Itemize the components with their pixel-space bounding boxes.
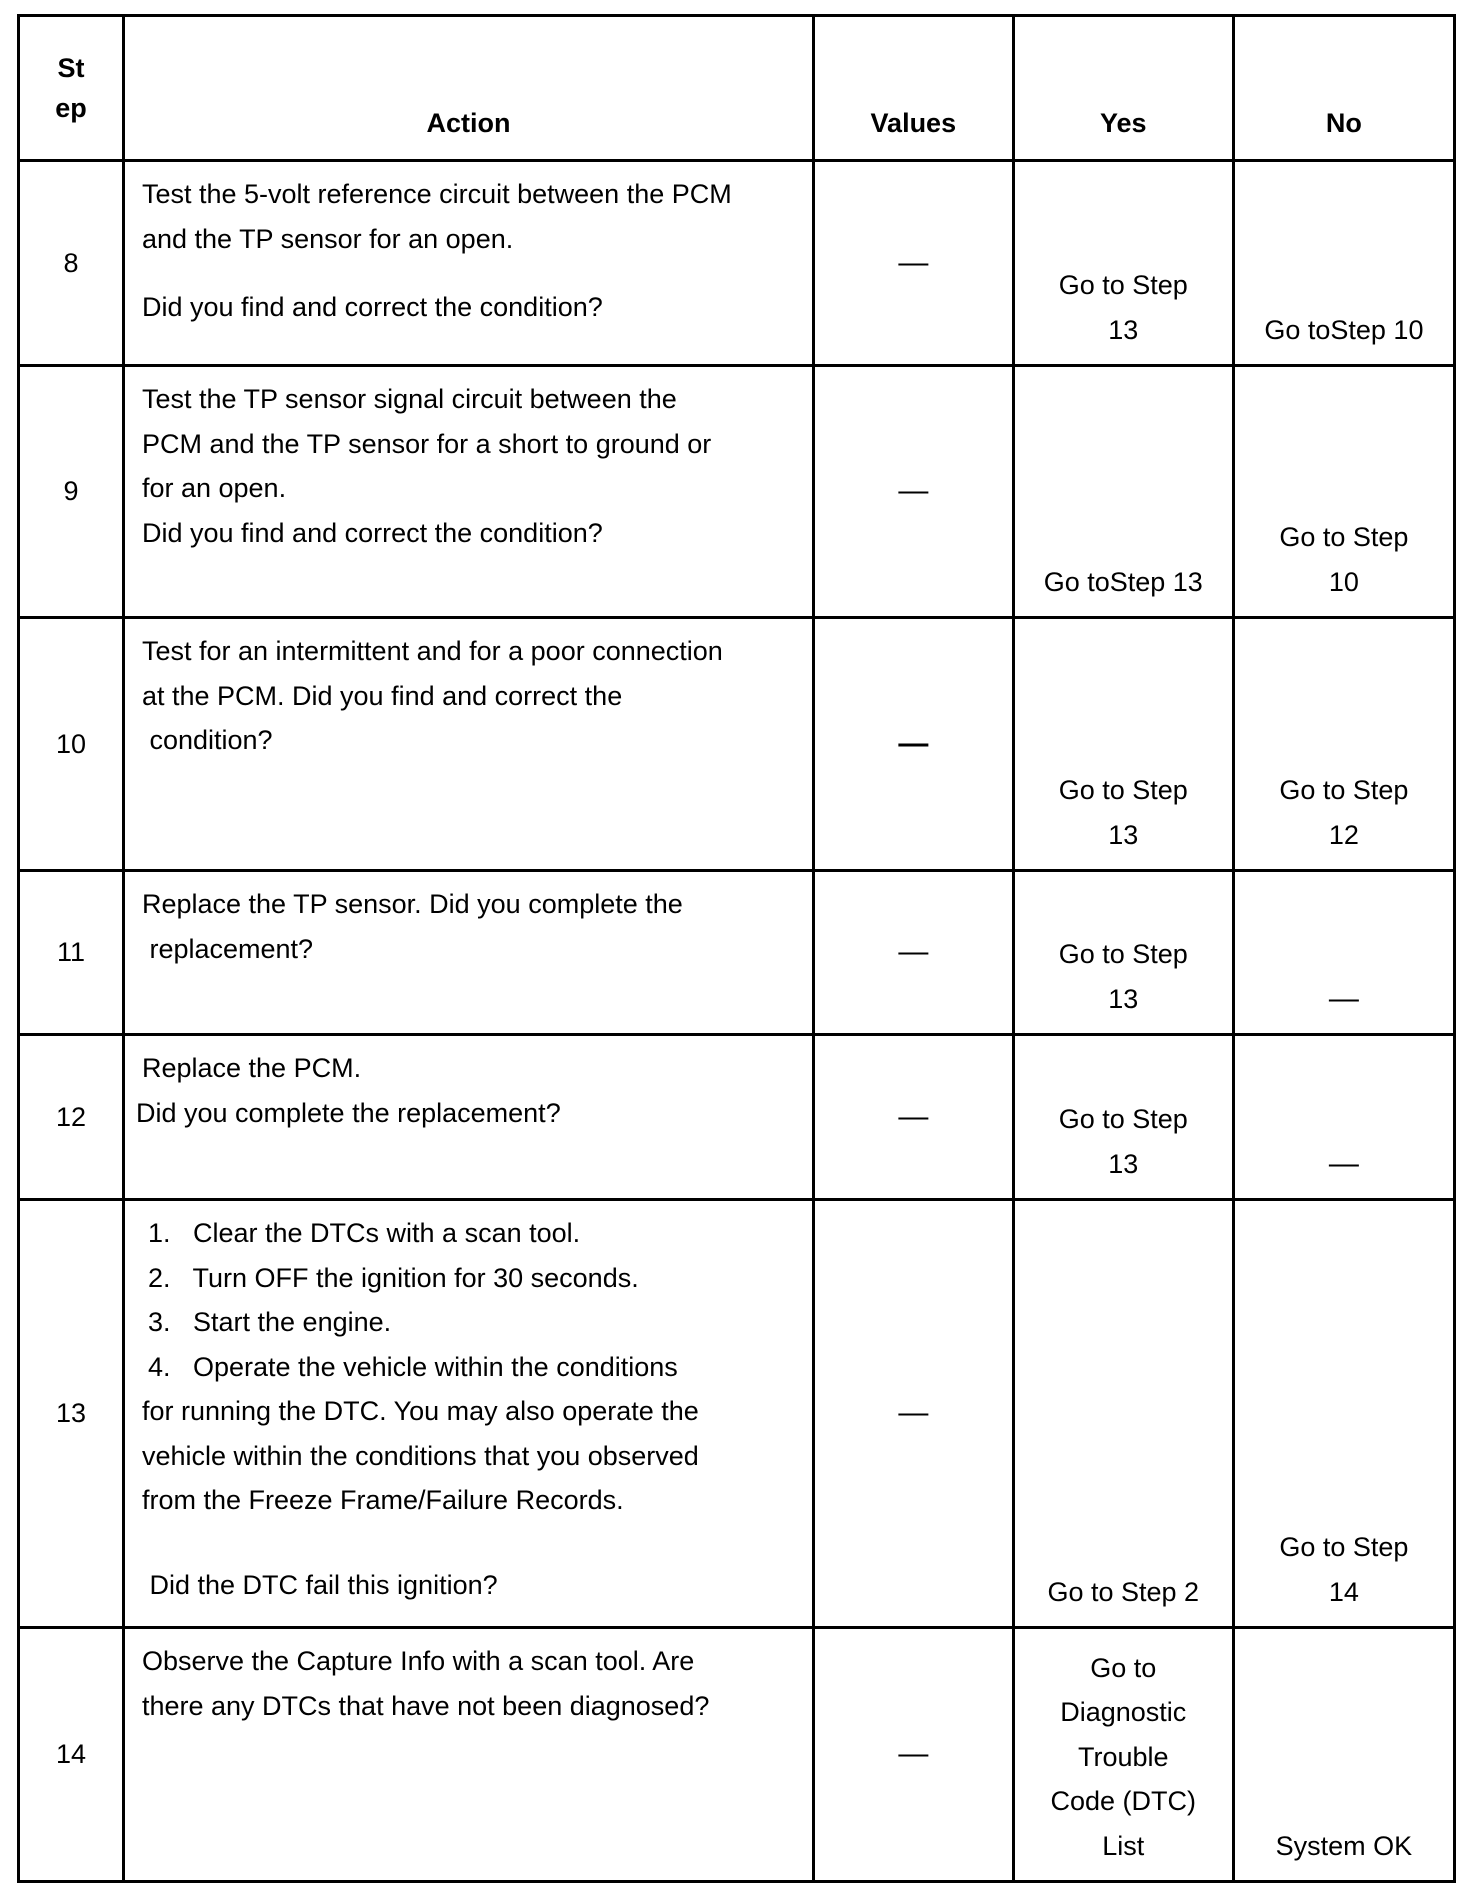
list-item: 3. Start the engine. xyxy=(147,1307,392,1337)
action-cell: Test the TP sensor signal circuit between the PCM and the TP sensor for a short to ground or for an open. Did you find and correct the condition? xyxy=(123,366,813,618)
table-row xyxy=(19,161,1455,366)
list-item: 1. Clear the DTCs with a scan tool. xyxy=(147,1218,581,1248)
action-cell: Test for an intermittent and for a poor connection at the PCM. Did you find and correct the condition? xyxy=(123,618,813,871)
no-cell: System OK xyxy=(1233,1628,1454,1882)
table-row xyxy=(19,366,1455,618)
values-cell: — xyxy=(813,366,1013,618)
yes-cell: Go toStep 13 xyxy=(1013,366,1233,618)
yes-cell: Go to Step 13 xyxy=(1013,618,1233,871)
action-cell: Test the 5-volt reference circuit between the PCM and the TP sensor for an open. Did you find and correct the condition? xyxy=(123,161,813,366)
yes-cell: Go to Step 13 xyxy=(1013,871,1233,1035)
table-row xyxy=(19,1200,1455,1628)
step-number: 14 xyxy=(19,1628,124,1882)
no-cell: — xyxy=(1233,1035,1454,1200)
table-row xyxy=(19,1628,1455,1882)
table-row xyxy=(19,618,1455,871)
no-header: No xyxy=(1233,16,1454,161)
table-row xyxy=(19,1035,1455,1200)
diagnostic-table xyxy=(17,14,1456,1883)
list-item: 4. Operate the vehicle within the conditions xyxy=(147,1351,678,1382)
step-header: St ep xyxy=(19,16,124,161)
yes-header: Yes xyxy=(1013,16,1233,161)
table-row xyxy=(19,871,1455,1035)
yes-cell: Go to Step 13 xyxy=(1013,161,1233,366)
no-cell: Go to Step 10 xyxy=(1233,366,1454,618)
yes-cell: Go to Step 2 xyxy=(1013,1200,1233,1628)
values-cell: — xyxy=(813,1628,1013,1882)
step-number: 9 xyxy=(19,366,124,618)
values-cell: — xyxy=(813,618,1013,871)
values-header: Values xyxy=(813,16,1013,161)
step-number: 10 xyxy=(19,618,124,871)
step-number: 13 xyxy=(19,1200,124,1628)
action-cell: 1. Clear the DTCs with a scan tool. 2. Turn OFF the ignition for 30 seconds. 3. Start the engine. 4. Operate the vehicle within the conditions for running the DTC. You may also operate the vehicle within the conditions that you observed from the Freeze Frame/Failure Records. Did the DTC fail this ignition? xyxy=(123,1200,813,1628)
step-number: 12 xyxy=(19,1035,124,1200)
no-cell: Go toStep 10 xyxy=(1233,161,1454,366)
step-number: 11 xyxy=(19,871,124,1035)
values-cell: — xyxy=(813,161,1013,366)
list-item: 2. Turn OFF the ignition for 30 seconds. xyxy=(147,1262,639,1293)
step-number: 8 xyxy=(19,161,124,366)
values-cell: — xyxy=(813,1035,1013,1200)
header-row xyxy=(19,16,1455,161)
action-header: Action xyxy=(123,16,813,161)
no-cell: Go to Step 12 xyxy=(1233,618,1454,871)
action-cell: Observe the Capture Info with a scan tool. Are there any DTCs that have not been diagnosed? xyxy=(123,1628,813,1882)
action-cell: Replace the PCM. Did you complete the replacement? xyxy=(123,1035,813,1200)
yes-cell: Go to Diagnostic Trouble Code (DTC) List xyxy=(1013,1628,1233,1882)
action-cell: Replace the TP sensor. Did you complete the replacement? xyxy=(123,871,813,1035)
values-cell: — xyxy=(813,1200,1013,1628)
no-cell: Go to Step 14 xyxy=(1233,1200,1454,1628)
yes-cell: Go to Step 13 xyxy=(1013,1035,1233,1200)
values-cell: — xyxy=(813,871,1013,1035)
no-cell: — xyxy=(1233,871,1454,1035)
